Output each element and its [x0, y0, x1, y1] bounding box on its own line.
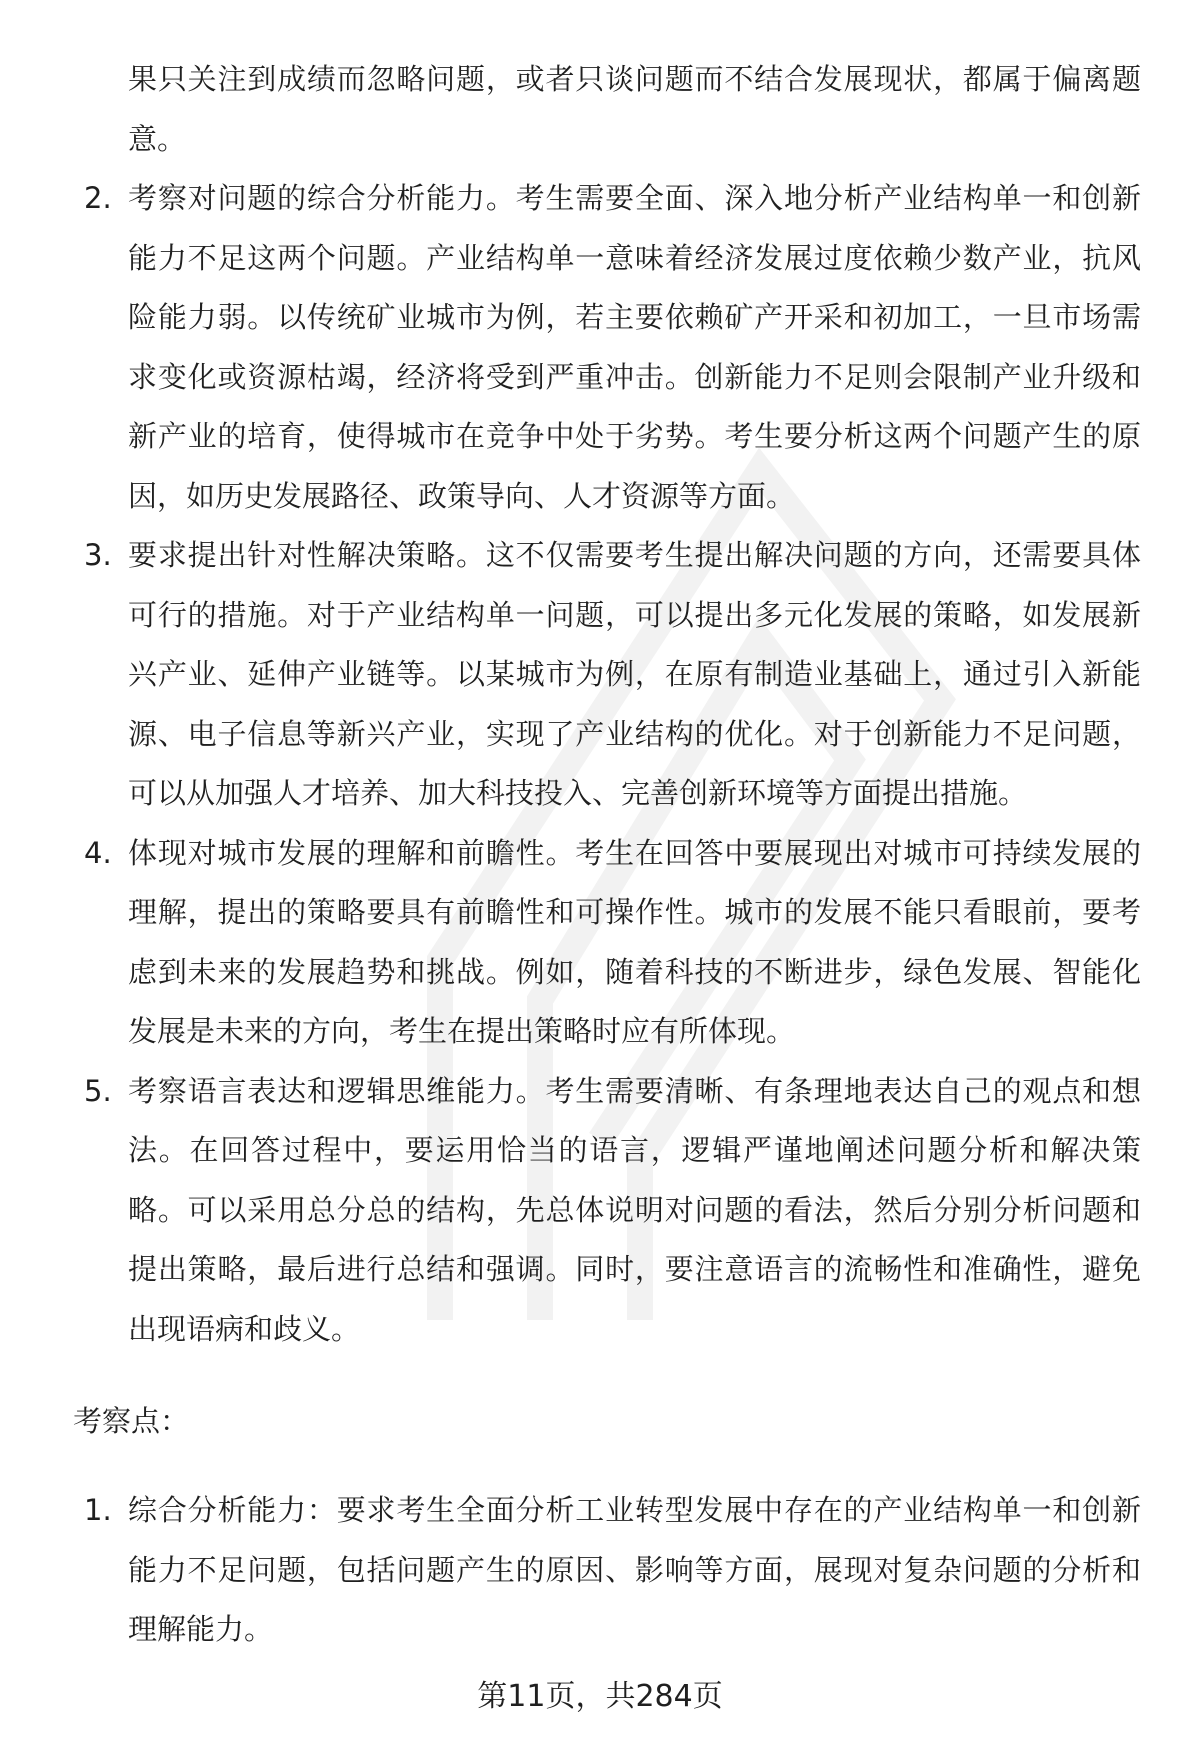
paragraph-line: 兴产业、延伸产业链等。以某城市为例，在原有制造业基础上，通过引入新能 [128, 657, 1141, 691]
paragraph-line: 提出策略，最后进行总结和强调。同时，要注意语言的流畅性和准确性，避免 [128, 1252, 1141, 1286]
paragraph-line: 果只关注到成绩而忽略问题，或者只谈问题而不结合发展现状，都属于偏离题 [128, 62, 1141, 96]
paragraph-line: 考察对问题的综合分析能力。考生需要全面、深入地分析产业结构单一和创新 [128, 181, 1141, 215]
paragraph-line: 新产业的培育，使得城市在竞争中处于劣势。考生要分析这两个问题产生的原 [128, 419, 1141, 453]
list-item [0, 1481, 1200, 1660]
paragraph-line: 综合分析能力：要求考生全面分析工业转型发展中存在的产业结构单一和创新 [128, 1493, 1141, 1527]
list-number: 5. [84, 1073, 112, 1108]
paragraph-line: 发展是未来的方向，考生在提出策略时应有所体现。 [128, 1014, 796, 1048]
list-item [0, 824, 1200, 1062]
list-item [0, 169, 1200, 526]
list-number: 2. [84, 181, 112, 215]
list-number: 4. [84, 835, 112, 870]
paragraph-line: 体现对城市发展的理解和前瞻性。考生在回答中要展现出对城市可持续发展的 [128, 835, 1141, 870]
assessment-points-list [0, 1481, 1200, 1660]
paragraph-line: 略。可以采用总分总的结构，先总体说明对问题的看法，然后分别分析问题和 [128, 1192, 1141, 1227]
paragraph-line: 能力不足这两个问题。产业结构单一意味着经济发展过度依赖少数产业，抗风 [128, 240, 1141, 275]
list-number: 3. [84, 538, 112, 572]
paragraph-line: 险能力弱。以传统矿业城市为例，若主要依赖矿产开采和初加工，一旦市场需 [128, 300, 1141, 334]
paragraph-line: 源、电子信息等新兴产业，实现了产业结构的优化。对于创新能力不足问题， [128, 716, 1141, 751]
list-item [0, 526, 1200, 824]
answer-analysis-list [0, 50, 1200, 1359]
paragraph-line: 法。在回答过程中，要运用恰当的语言，逻辑严谨地阐述问题分析和解决策 [128, 1133, 1141, 1167]
paragraph-line: 能力不足问题，包括问题产生的原因、影响等方面，展现对复杂问题的分析和 [128, 1552, 1141, 1587]
paragraph-line: 求变化或资源枯竭，经济将受到严重冲击。创新能力不足则会限制产业升级和 [128, 359, 1141, 394]
page-number: 第11页，共284页 [477, 1679, 723, 1714]
paragraph-line: 因，如历史发展路径、政策导向、人才资源等方面。 [128, 478, 796, 513]
list-number: 1. [84, 1493, 112, 1527]
paragraph-line: 出现语病和歧义。 [128, 1311, 361, 1346]
paragraph-line: 意。 [128, 121, 187, 156]
paragraph-line: 考察语言表达和逻辑思维能力。考生需要清晰、有条理地表达自己的观点和想 [128, 1073, 1141, 1108]
list-item [0, 1062, 1200, 1360]
paragraph-line: 要求提出针对性解决策略。这不仅需要考生提出解决问题的方向，还需要具体 [128, 538, 1141, 572]
paragraph-line: 理解，提出的策略要具有前瞻性和可操作性。城市的发展不能只看眼前，要考 [128, 895, 1141, 929]
paragraph-line: 可行的措施。对于产业结构单一问题，可以提出多元化发展的策略，如发展新 [128, 597, 1141, 632]
paragraph-line: 虑到未来的发展趋势和挑战。例如，随着科技的不断进步，绿色发展、智能化 [128, 954, 1141, 989]
paragraph-line: 理解能力。 [128, 1612, 274, 1646]
section-heading: 考察点： [73, 1404, 190, 1438]
paragraph-line: 可以从加强人才培养、加大科技投入、完善创新环境等方面提出措施。 [128, 776, 1028, 810]
